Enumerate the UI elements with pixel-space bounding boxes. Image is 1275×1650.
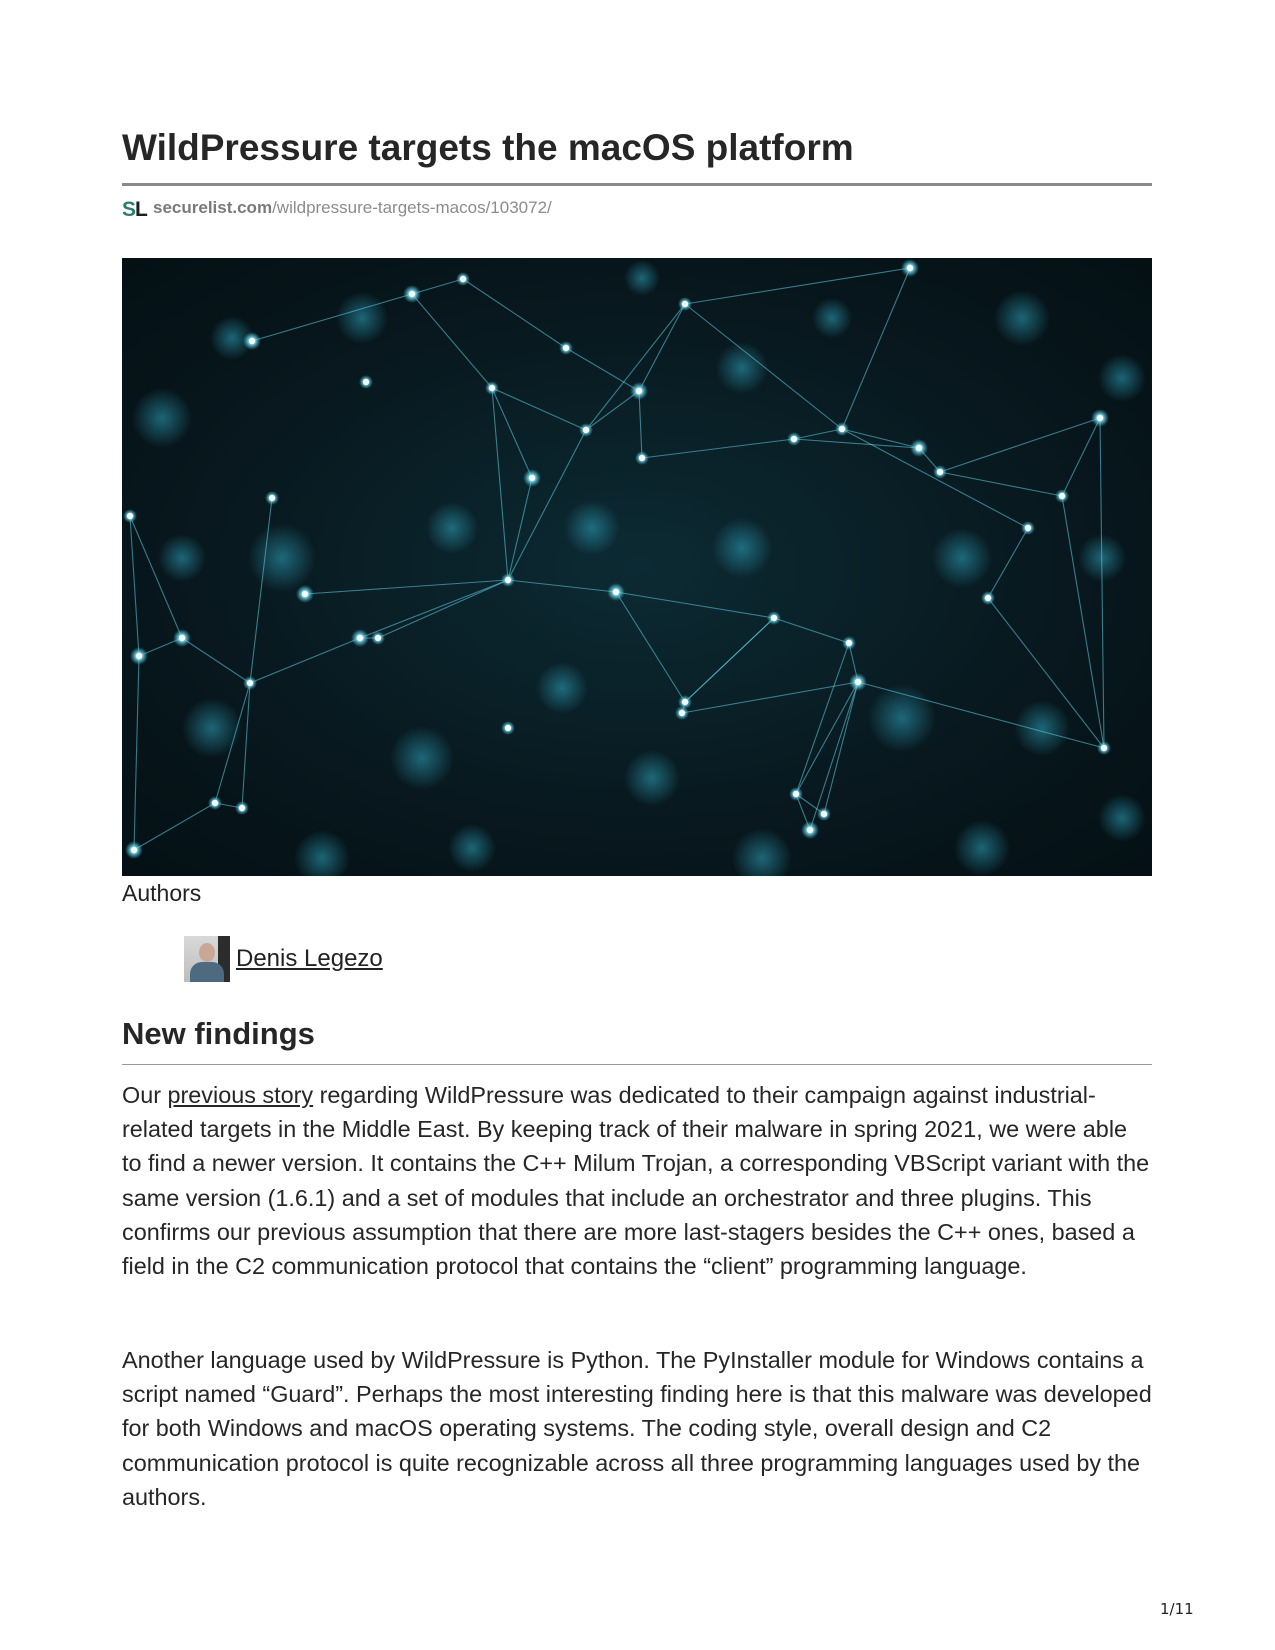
network-node-core xyxy=(127,513,133,519)
blurred-node xyxy=(132,388,192,448)
author-link[interactable]: Denis Legezo xyxy=(236,945,383,972)
network-nodes-image xyxy=(122,258,1152,876)
blurred-node xyxy=(1098,794,1146,842)
paragraph-1: Our previous story regarding WildPressure was dedicated to their campaign against industrial-related targets in the Middle East. By keeping track of their malware in spring 2021, we were able to find a newer version. It contains the C++ Milum Trojan, a corresponding VBScript variant with the same version (1.6.1) and a set of modules that include an orchestrator and three plugins. This confirms our previous assumption that there are more last-stagers besides the C++ ones, based a field in the C2 communication protocol that contains the “client” programming language. xyxy=(122,1082,1150,1280)
network-node-core xyxy=(302,591,308,597)
network-node-core xyxy=(1059,493,1065,499)
network-node-core xyxy=(249,338,255,344)
network-node-core xyxy=(247,680,253,686)
page-number: 1/11 xyxy=(1160,1600,1194,1618)
blurred-node xyxy=(182,698,242,758)
author-entry xyxy=(184,936,383,982)
blurred-node xyxy=(812,298,852,338)
network-node-core xyxy=(375,635,381,641)
network-node-core xyxy=(1097,415,1103,421)
network-node-core xyxy=(682,301,688,307)
network-node-core xyxy=(1101,745,1107,751)
blurred-node xyxy=(1014,700,1070,756)
network-node-core xyxy=(131,847,137,853)
author-avatar xyxy=(184,936,230,982)
network-node-core xyxy=(583,427,589,433)
blurred-node xyxy=(536,662,588,714)
network-node-core xyxy=(212,800,218,806)
blurred-node xyxy=(336,292,388,344)
network-node-core xyxy=(907,265,913,271)
network-node-core xyxy=(269,495,275,501)
network-node-core xyxy=(563,345,569,351)
network-node-core xyxy=(791,436,797,442)
section-heading: New findings xyxy=(122,1016,315,1051)
network-node-core xyxy=(807,827,813,833)
blurred-node xyxy=(564,500,620,556)
network-node-core xyxy=(489,385,495,391)
network-node-core xyxy=(793,791,799,797)
network-node-core xyxy=(613,589,619,595)
blurred-node xyxy=(390,726,454,790)
network-node-core xyxy=(636,388,642,394)
network-node-core xyxy=(937,469,943,475)
network-node-core xyxy=(916,445,922,451)
network-node-core xyxy=(529,475,535,481)
article-title: WildPressure targets the macOS platform xyxy=(122,127,854,168)
network-node-core xyxy=(839,426,845,432)
blurred-node xyxy=(624,260,660,296)
svg-text:S: S xyxy=(122,198,137,220)
network-node-core xyxy=(505,725,511,731)
previous-story-link[interactable]: previous story xyxy=(167,1082,314,1108)
authors-label: Authors xyxy=(122,880,202,906)
network-node-core xyxy=(409,291,415,297)
title-divider xyxy=(122,183,1152,186)
blurred-node xyxy=(448,824,496,872)
blurred-node xyxy=(712,518,772,578)
network-node-core xyxy=(1025,525,1031,531)
blurred-node xyxy=(994,290,1050,346)
network-node-core xyxy=(239,805,245,811)
blurred-node xyxy=(426,502,478,554)
network-node-core xyxy=(505,577,511,583)
source-path[interactable]: /wildpressure-targets-macos/103072/ xyxy=(272,198,552,217)
network-node-core xyxy=(179,635,185,641)
network-node-core xyxy=(363,379,369,385)
network-node-core xyxy=(985,595,991,601)
section-divider xyxy=(122,1064,1152,1065)
network-node-core xyxy=(846,640,852,646)
hero-image xyxy=(122,258,1152,876)
network-node-core xyxy=(639,455,645,461)
source-line xyxy=(122,196,552,220)
network-node-core xyxy=(821,811,827,817)
blurred-node xyxy=(1098,354,1146,402)
network-node-core xyxy=(679,710,685,716)
network-node-core xyxy=(682,699,688,705)
network-node-core xyxy=(357,635,363,641)
paragraph-2: Another language used by WildPressure is Python. The PyInstaller module for Windows contains a script named “Guard”. Perhaps the most interesting finding here is that this malware was developed for both Windows and macOS operating systems. The coding style, overall design and C2 communication protocol is quite recognizable across all three programming languages used by the authors. xyxy=(122,1347,1152,1510)
network-node-core xyxy=(460,276,466,282)
blurred-node xyxy=(932,528,992,588)
blurred-node xyxy=(158,534,206,582)
network-node-core xyxy=(136,653,142,659)
blurred-node xyxy=(954,820,1010,876)
network-node-core xyxy=(855,679,861,685)
source-domain[interactable]: securelist.com xyxy=(153,198,273,217)
blurred-node xyxy=(248,524,316,592)
securelist-logo-icon xyxy=(122,196,148,220)
blurred-node xyxy=(624,750,680,806)
network-node-core xyxy=(771,615,777,621)
svg-text:L: L xyxy=(135,198,148,220)
